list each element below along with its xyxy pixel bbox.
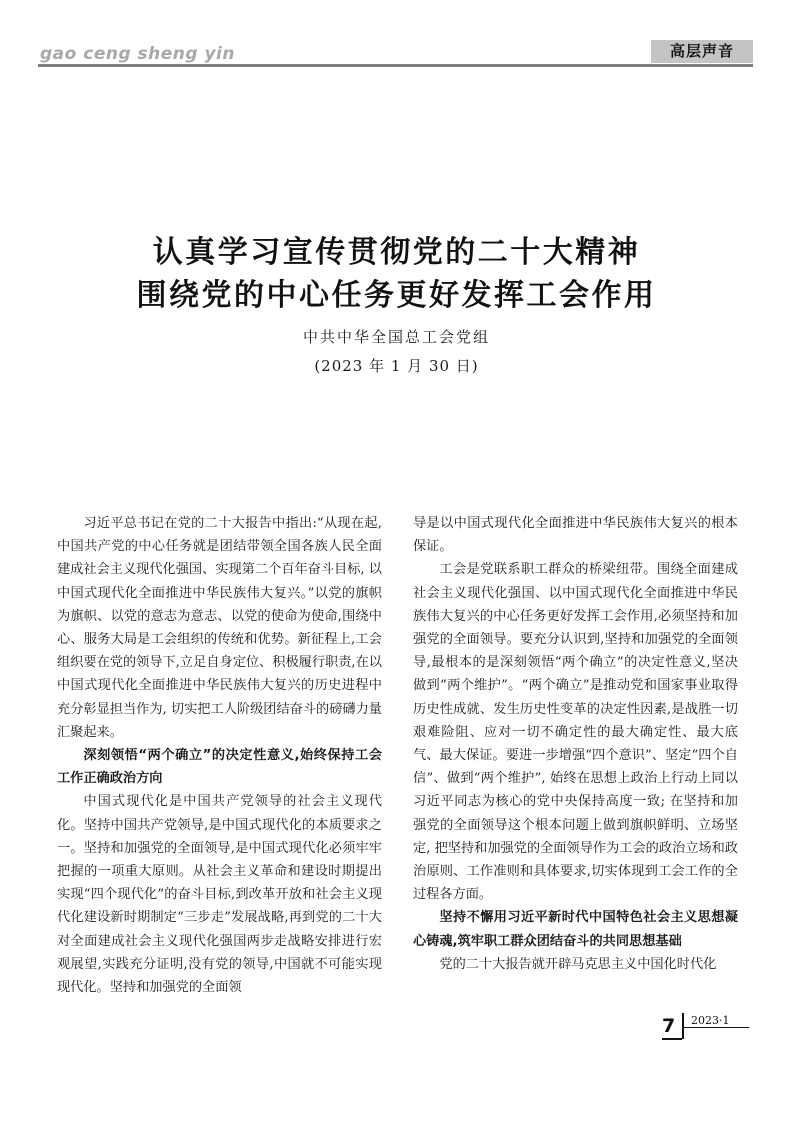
running-title-pinyin: gao ceng sheng yin	[40, 44, 235, 64]
body-column-left	[57, 512, 382, 999]
paragraph: 工会是党联系职工群众的桥梁纽带。围绕全面建成社会主义现代化强国、以中国式现代化全面推进中华民族伟大复兴的中心任务更好发挥工会作用,必须坚持和加强党的全面领导。要充分认识到,坚持和加强党的全面领导,最根本的是深刻领悟“两个确立”的决定性意义,坚决做到“两个维护”。“两个确立”是推动党和国家事业取得历史性成就、发生历史性变革的决定性因素,是战胜一切艰难险阻、应对一切不确定性的最大确定性、最大底气、最大保证。要进一步增强“四个意识”、坚定“四个自信”、做到“两个维护”, 始终在思想上政治上行动上同以习近平同志为核心的党中央保持高度一致; 在坚持和加强党的全面领导这个根本问题上做到旗帜鲜明、立场坚定, 把坚持和加强党的全面领导作为工会的政治立场和政治原则、工作准则和具体要求,切实体现到工会工作的全过程各方面。	[413, 562, 738, 903]
article-date: (2023 年 1 月 30 日)	[314, 357, 479, 375]
issue-rule	[683, 1027, 749, 1028]
header-rule	[38, 64, 753, 67]
column-label: 高层声音	[651, 40, 753, 63]
page-number-underline	[662, 1038, 682, 1040]
paragraph: 习近平总书记在党的二十大报告中指出:“从现在起, 中国共产党的中心任务就是团结带领全国各族人民全面建成社会主义现代化强国、实现第二个百年奋斗目标, 以中国式现代化全面推进中华民族伟大复兴。”以党的旗帜为旗帜、以党的意志为意志、以党的使命为使命,围绕中心、服务大局是工会组织的传统和优势。新征程上,工会组织要在党的领导下,立足自身定位、积极履行职责,在以中国式现代化全面推进中华民族伟大复兴的历史进程中充分彰显担当作为, 切实把工人阶级团结奋斗的磅礴力量汇聚起来。	[57, 516, 382, 740]
footer-divider	[682, 1013, 684, 1039]
paragraph: 中国式现代化是中国共产党领导的社会主义现代化。坚持中国共产党领导,是中国式现代化的本质要求之一。坚持和加强党的全面领导,是中国式现代化必须牢牢把握的一项重大原则。从社会主义革命和建设时期提出实现“四个现代化”的奋斗目标,到改革开放和社会主义现代化建设新时期制定“三步走”发展战略,再到党的二十大对全面建成社会主义现代化强国两步走战略安排进行宏观展望,实践充分证明,没有党的领导,中国就不可能实现现代化。坚持和加强党的全面领	[57, 794, 382, 996]
article-author: 中共中华全国总工会党组	[302, 328, 490, 346]
page-number: 7	[662, 1015, 676, 1037]
article-title-line2: 围绕党的中心任务更好发挥工会作用	[136, 278, 657, 313]
article-title-line1: 认真学习宣传贯彻党的二十大精神	[152, 235, 641, 270]
paragraph: 党的二十大报告就开辟马克思主义中国化时代化	[439, 956, 717, 972]
paragraph-continued: 导是以中国式现代化全面推进中华民族伟大复兴的根本保证。	[413, 516, 738, 555]
issue-label: 2023·1	[691, 1014, 730, 1027]
section-heading: 坚持不懈用习近平新时代中国特色社会主义思想凝心铸魂,筑牢职工群众团结奋斗的共同思想基础	[413, 910, 738, 949]
section-heading: 深刻领悟“两个确立”的决定性意义,始终保持工会工作正确政治方向	[57, 748, 382, 787]
body-column-right	[413, 512, 738, 976]
